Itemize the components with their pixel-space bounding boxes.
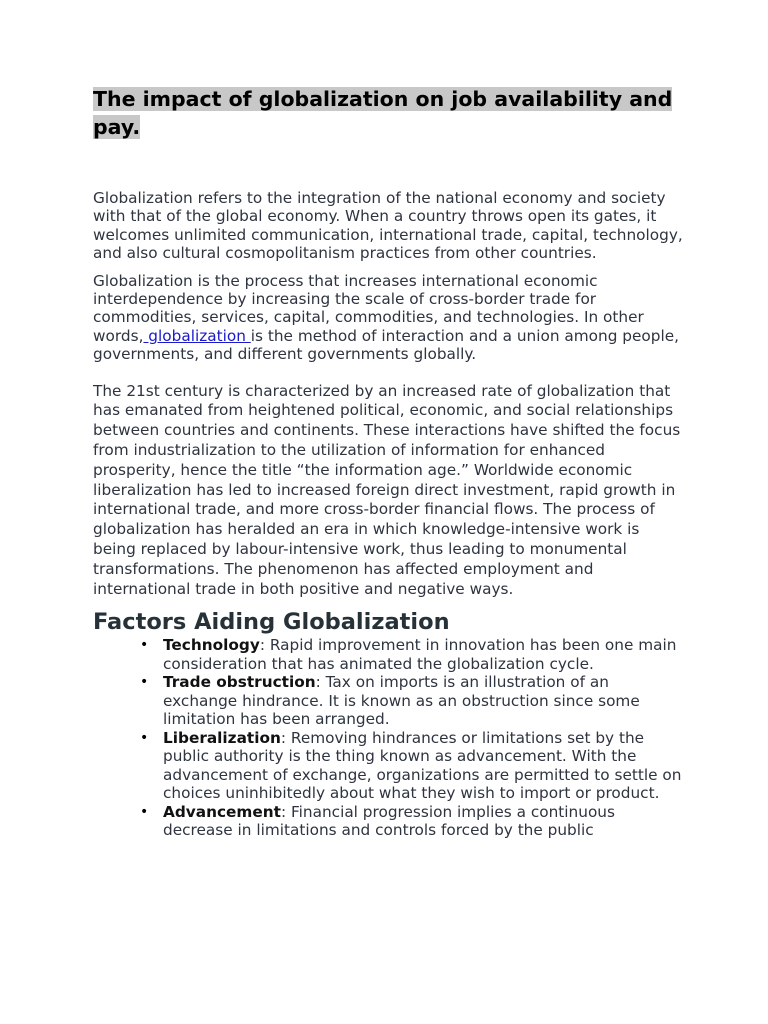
list-item (163, 803, 683, 840)
document-page (93, 86, 683, 840)
list-item (163, 729, 683, 803)
century-paragraph: The 21st century is characterized by an increased rate of globalization that has emanated from heightened political, economic, and social relationships between countries and continents. These interactions have shifted the focus from industrialization to the utilization of information for enhanced prosperity, hence the title “the information age.” Worldwide economic liberalization has led to increased foreign direct investment, rapid growth in international trade, and more cross-border financial flows. The process of globalization has heralded an era in which knowledge-intensive work is being replaced by labour-intensive work, thus leading to monumental transformations. The phenomenon has affected employment and international trade in both positive and negative ways. (93, 381, 681, 598)
factor-description: : Rapid improvement in innovation has been one main consideration that has animated the globalization cycle. (163, 636, 677, 673)
list-item (163, 636, 683, 673)
factor-term: Trade obstruction (163, 673, 316, 692)
factor-term: Advancement (163, 802, 281, 821)
document-title (93, 86, 683, 141)
globalization-link[interactable]: globalization (143, 326, 251, 345)
factor-term: Technology (163, 636, 260, 655)
definition-text-after: is the method of interaction and a union among people, governments, and different governments globally. (93, 326, 680, 364)
list-item (163, 673, 683, 729)
factor-description: : Tax on imports is an illustration of an exchange hindrance. It is known as an obstruction since some limitation has been arranged. (163, 673, 640, 729)
factors-list (93, 636, 683, 840)
definition-text-before: Globalization is the process that increases international economic interdependence by increasing the scale of cross-border trade for commodities, services, capital, commodities, and technologies. In other words, (93, 271, 644, 345)
factors-heading: Factors Aiding Globalization (93, 609, 450, 636)
definition-paragraph (93, 272, 683, 364)
factor-description: : Removing hindrances or limitations set by the public authority is the thing known as advancement. With the advancement of exchange, organizations are permitted to settle on choices uninhibitedly about what they wish to import or product. (163, 728, 682, 803)
factor-term: Liberalization (163, 728, 281, 747)
factor-description: : Financial progression implies a continuous decrease in limitations and controls forced by the public (163, 802, 615, 840)
title-highlight: The impact of globalization on job availability and pay. (93, 87, 673, 139)
intro-paragraph: Globalization refers to the integration of the national economy and society with that of the global economy. When a country throws open its gates, it welcomes unlimited communication, international trade, capital, technology, and also cultural cosmopolitanism practices from other countries. (93, 189, 683, 263)
